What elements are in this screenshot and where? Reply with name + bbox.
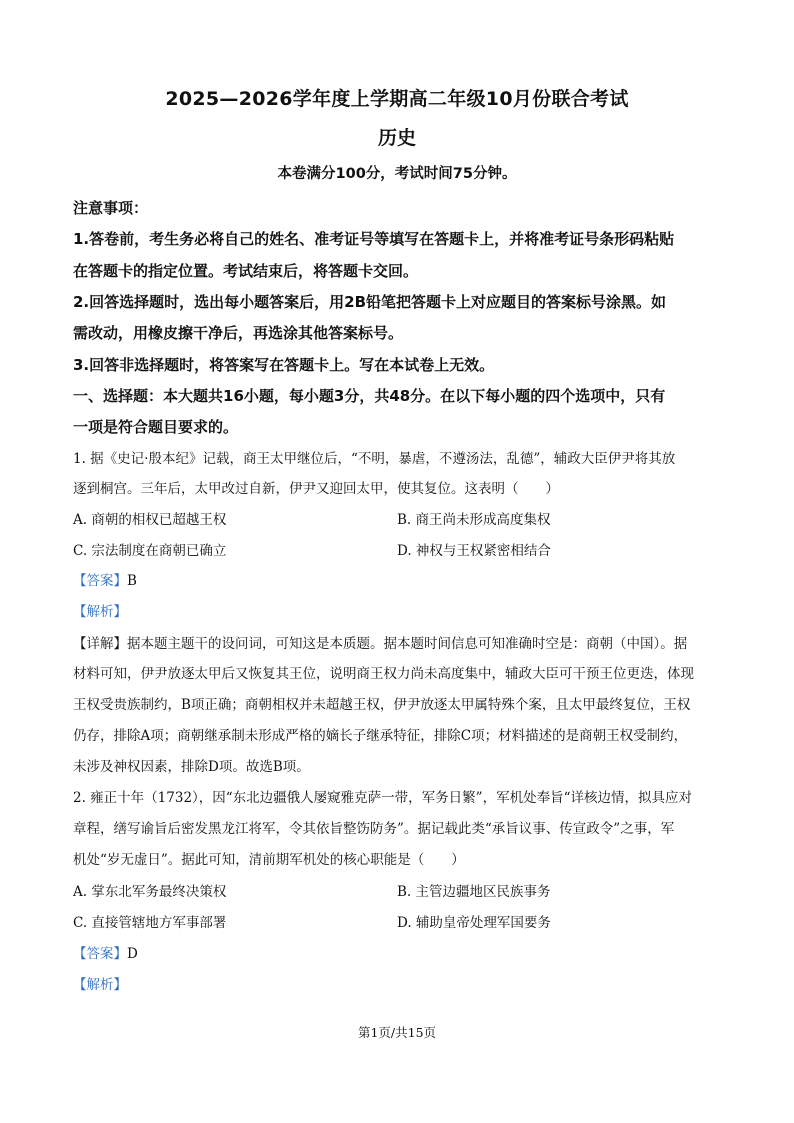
q2-stem: 机处“岁无虚日”。据此可知，清前期军机处的核心职能是（ ）	[73, 852, 465, 868]
q2-stem: 章程，缮写谕旨后密发黑龙江将军，令其依旨整饬防务”。据记载此类“承旨议事、传宣政令”之事，军	[73, 821, 675, 837]
analysis-label: 解析	[86, 977, 114, 993]
q2-option-a: A. 掌东北军务最终决策权	[73, 884, 227, 900]
q2-option-b: B. 主管边疆地区民族事务	[397, 884, 551, 900]
answer-value: D	[127, 946, 138, 962]
analysis-label: 解析	[86, 604, 114, 620]
detail-label: 详解	[86, 636, 114, 652]
q2-option-c: C. 直接管辖地方军事部署	[73, 915, 227, 931]
q1-stem: 逐到桐宫。三年后，太甲改过自新，伊尹又迎回太甲，使其复位。这表明（ ）	[73, 481, 559, 497]
q2-analysis: 【解析】	[73, 977, 127, 993]
q1-option-c: C. 宗法制度在商朝已确立	[73, 543, 227, 559]
q1-option-b: B. 商王尚未形成高度集权	[397, 512, 551, 528]
notice-line: 需改动，用橡皮擦干净后，再选涂其他答案标号。	[73, 324, 404, 342]
section-heading-cont: 一项是符合题目要求的。	[73, 418, 239, 436]
q1-analysis: 【解析】	[73, 604, 127, 620]
answer-label: 答案	[86, 946, 114, 962]
exam-title: 2025—2026学年度上学期高二年级10月份联合考试	[165, 88, 629, 110]
q1-detail-line: 材料可知，伊尹放逐太甲后又恢复其王位，说明商王权力尚未高度集中，辅政大臣可干预王位更迭，体现	[73, 666, 694, 682]
q1-detail-line: 【详解】据本题主题干的设问词，可知这是本质题。据本题时间信息可知准确时空是：商朝（中国）。据	[73, 636, 688, 652]
q2-option-d: D. 辅助皇帝处理军国要务	[397, 915, 551, 931]
q1-answer: 【答案】B	[73, 573, 137, 589]
answer-label: 答案	[86, 573, 114, 589]
q1-detail-line: 仍存，排除A项；商朝继承制未形成严格的嫡长子继承特征，排除C项；材料描述的是商朝王权受制约，	[73, 728, 688, 744]
q1-detail-line: 王权受贵族制约，B项正确；商朝相权并未超越王权，伊尹放逐太甲属特殊个案，且太甲最终复位，王权	[73, 697, 691, 713]
q1-detail-line: 未涉及神权因素，排除D项。故选B项。	[73, 759, 310, 775]
notice-line: 1.答卷前，考生务必将自己的姓名、准考证号等填写在答题卡上，并将准考证号条形码粘贴	[73, 230, 675, 248]
subject-title: 历史	[377, 127, 416, 149]
exam-meta: 本卷满分100分，考试时间75分钟。	[277, 166, 517, 182]
notice-line: 3.回答非选择题时，将答案写在答题卡上。写在本试卷上无效。	[73, 356, 495, 374]
page-number: 第1页/共15页	[357, 1025, 437, 1040]
q2-stem: 2. 雍正十年（1732），因“东北边疆俄人屡窥雅克萨一带，军务日繁”，军机处奉旨“详核边情，拟具应对	[73, 790, 692, 806]
q1-option-d: D. 神权与王权紧密相结合	[397, 543, 551, 559]
q1-stem: 1. 据《史记·殷本纪》记载，商王太甲继位后，“不明，暴虐，不遵汤法，乱德”，辅政大臣伊尹将其放	[73, 451, 676, 467]
notice-line: 2.回答选择题时，选出每小题答案后，用2B铅笔把答题卡上对应题目的答案标号涂黑。如	[73, 293, 667, 311]
notice-line: 在答题卡的指定位置。考试结束后，将答题卡交回。	[73, 262, 419, 280]
q2-answer: 【答案】D	[73, 946, 138, 962]
notice-heading: 注意事项：	[73, 199, 149, 217]
section-heading: 一、选择题：本大题共16小题，每小题3分，共48分。在以下每小题的四个选项中，只有	[73, 387, 666, 405]
answer-value: B	[127, 573, 137, 589]
q1-option-a: A. 商朝的相权已超越王权	[73, 512, 227, 528]
